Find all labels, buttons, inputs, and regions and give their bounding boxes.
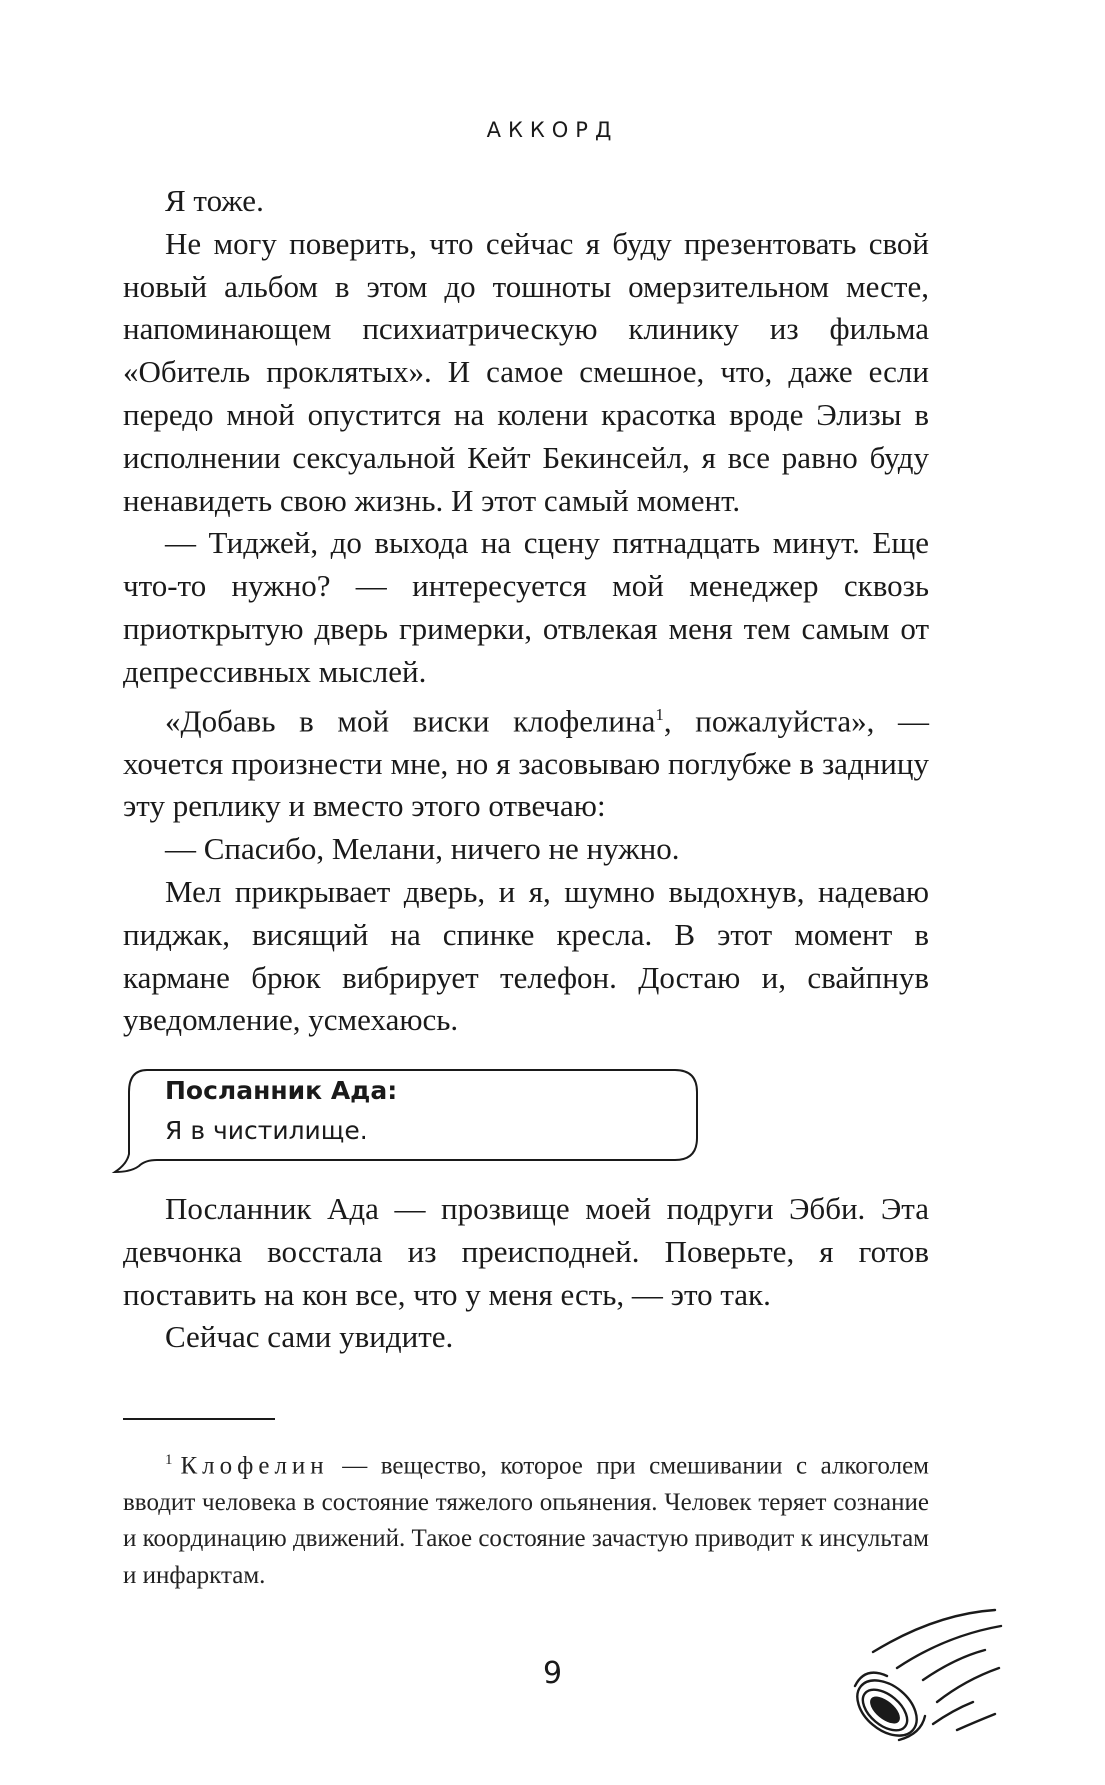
footnote	[123, 1442, 929, 1594]
paragraph-2: Не могу поверить, что сейчас я буду презентовать свой новый альбом в этом до тошноты омерзительном месте, напоминающем психиатрическую клинику из фильма «Обитель проклятых». И самое смешное, что, даже если передо мной опустится на колени красотка вроде Элизы в исполнении сексуальной Кейт Бекинсейл, я все равно буду ненавидеть свою жизнь. И этот самый момент.	[123, 225, 929, 518]
footnote-term: Клофелин	[180, 1452, 329, 1480]
footnote-divider	[123, 1418, 275, 1420]
message-text: Я в чистилище.	[165, 1116, 368, 1145]
paragraph-4-start: «Добавь в мой виски клофелина	[165, 702, 656, 738]
main-text-bottom	[123, 1188, 929, 1359]
message-bubble	[105, 1062, 705, 1174]
paragraph-4	[123, 694, 929, 829]
paragraph-7: Посланник Ада — прозвище моей подруги Эбби. Эта девчонка восстала из преисподней. Поверьте, я готов поставить на кон все, что у меня есть, — это так.	[123, 1191, 929, 1312]
running-title: АККОРД	[486, 118, 619, 142]
page-number: 9	[542, 1656, 563, 1691]
footnote-mark: 1	[165, 1452, 173, 1468]
footnote-text: — вещество, которое при смешивании с алкоголем вводит человека в состояние тяжелого опьянения. Человек теряет сознание и координацию движений. Такое состояние зачастую приводит к инсультам и инфарктам.	[123, 1452, 929, 1589]
main-text-top	[123, 180, 929, 1042]
paragraph-1: Я тоже.	[165, 183, 264, 218]
paragraph-6: Мел прикрывает дверь, и я, шумно выдохнув, надеваю пиджак, висящий на спинке кресла. В этот момент в кармане брюк вибрирует телефон. Достаю и, свайпнув уведомление, усмехаюсь.	[123, 874, 929, 1038]
paragraph-3: — Тиджей, до выхода на сцену пятнадцать минут. Еще что-то нужно? — интересуется мой менеджер сквозь приоткрытую дверь гримерки, отвлекая меня тем самым от депрессивных мыслей.	[123, 525, 929, 689]
paragraph-8: Сейчас сами увидите.	[165, 1319, 454, 1355]
paragraph-4-end: , пожалуйста», — хочется произнести мне, но я засовываю поглубже в задницу эту реплику и вместо этого отвечаю:	[123, 702, 929, 824]
paragraph-5: — Спасибо, Мелани, ничего не нужно.	[165, 831, 680, 867]
message-sender: Посланник Ада:	[165, 1076, 398, 1105]
footnote-reference: 1	[655, 704, 664, 724]
comet-icon	[845, 1606, 1005, 1756]
